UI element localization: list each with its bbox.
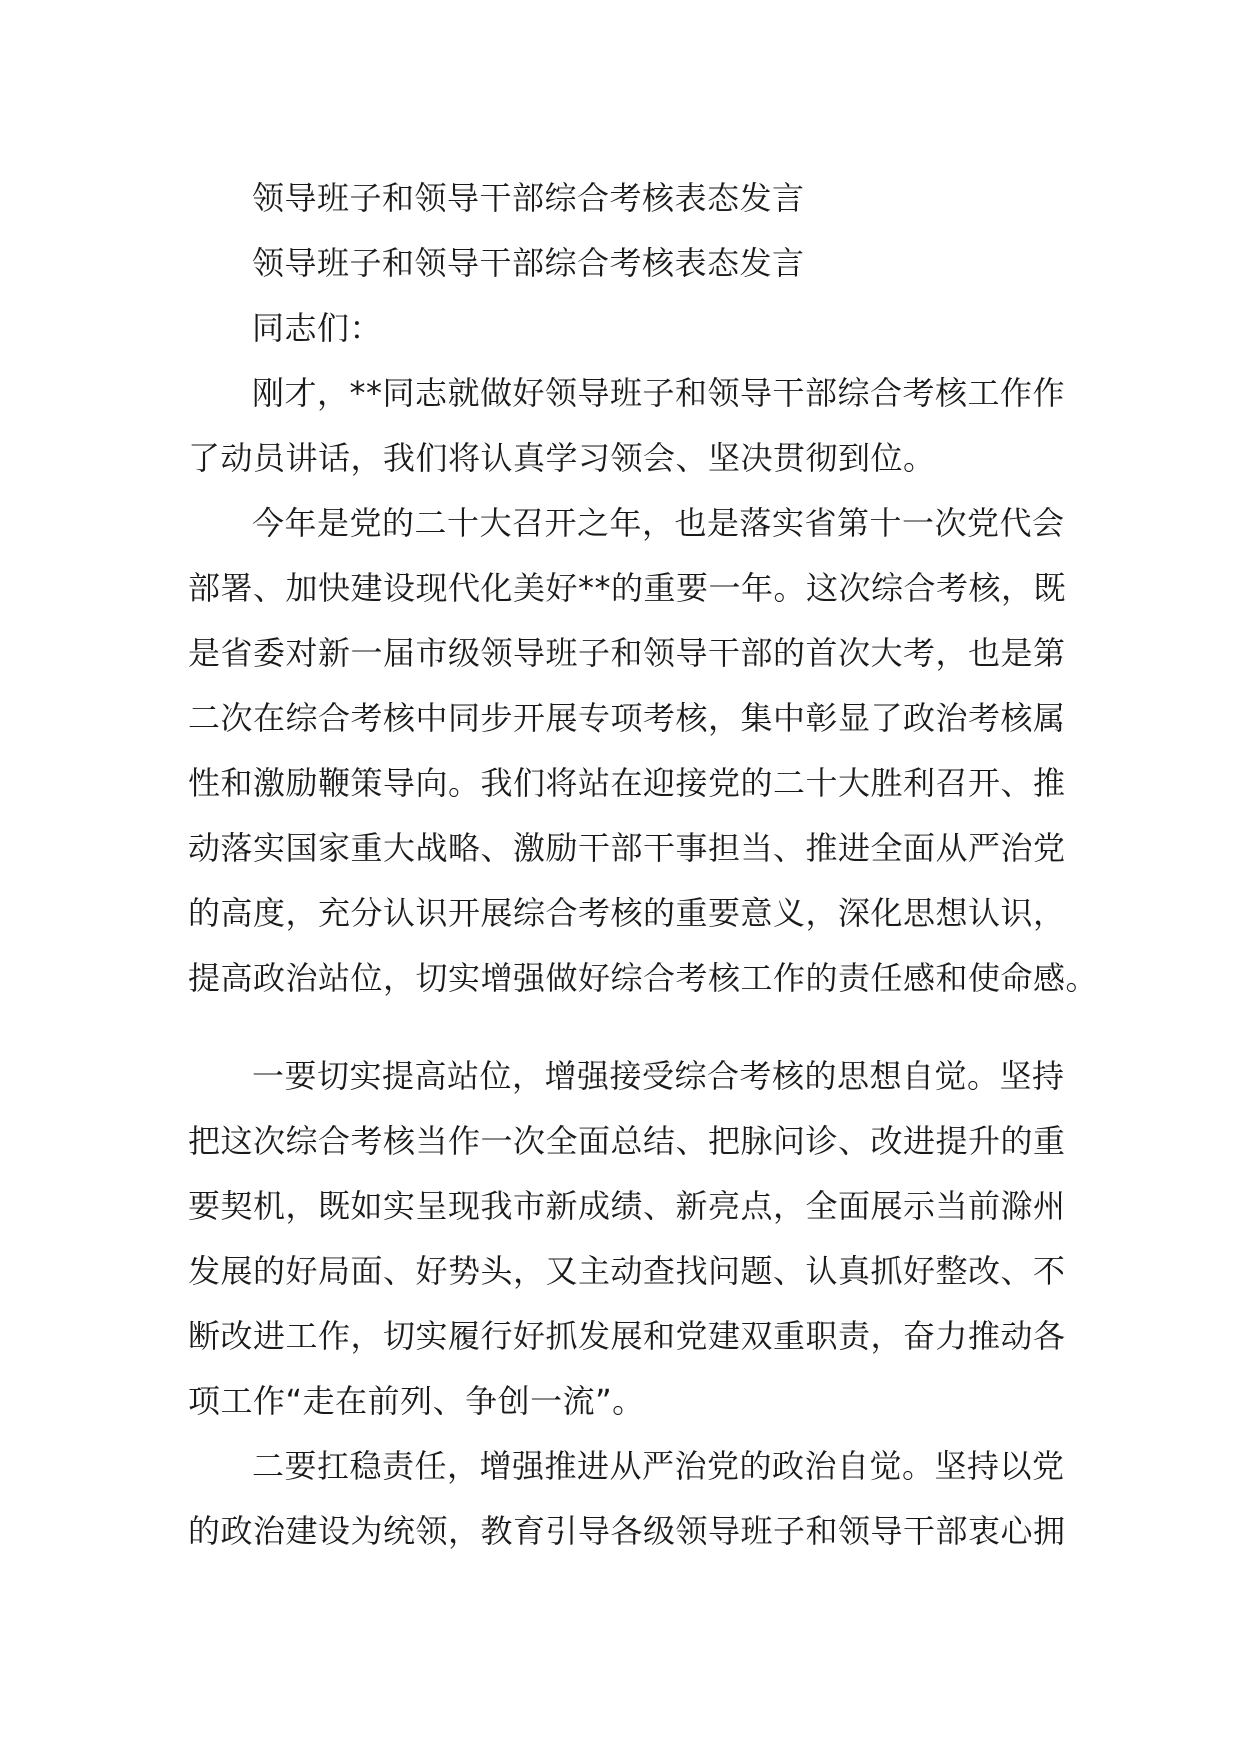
- salutation: 同志们：: [252, 309, 383, 347]
- document-body: [188, 166, 1099, 1564]
- paragraph-line: 了动员讲话，我们将认真学习领会、坚决贯彻到位。: [188, 439, 936, 477]
- paragraph-line: 部署、加快建设现代化美好**的重要一年。这次综合考核，既: [188, 569, 1067, 607]
- document-title: 领导班子和领导干部综合考核表态发言: [252, 179, 805, 217]
- paragraph-line: 是省委对新一届市级领导班子和领导干部的首次大考，也是第: [188, 634, 1066, 672]
- paragraph-line: 的政治建设为统领，教育引导各级领导班子和领导干部衷心拥: [188, 1512, 1066, 1550]
- paragraph-line: 动落实国家重大战略、激励干部干事担当、推进全面从严治党: [188, 829, 1066, 867]
- paragraph-line: 提高政治站位，切实增强做好综合考核工作的责任感和使命感。: [188, 959, 1099, 997]
- paragraph-opening: [188, 361, 1066, 491]
- paragraph-line: 二次在综合考核中同步开展专项考核，集中彰显了政治考核属: [188, 699, 1066, 737]
- paragraph-line: 性和激励鞭策导向。我们将站在迎接党的二十大胜利召开、推: [188, 764, 1066, 802]
- paragraph-line: 发展的好局面、好势头，又主动查找问题、认真抓好整改、不: [188, 1252, 1066, 1290]
- paragraph-line: 项工作“走在前列、争创一流”。: [188, 1382, 645, 1420]
- document-title-repeat: 领导班子和领导干部综合考核表态发言: [252, 244, 805, 282]
- paragraph-line: 要契机，既如实呈现我市新成绩、新亮点，全面展示当前滁州: [188, 1187, 1066, 1225]
- paragraph-line: 断改进工作，切实履行好抓发展和党建双重职责，奋力推动各: [188, 1317, 1066, 1355]
- paragraph-point-two: [188, 1434, 1066, 1564]
- paragraph-point-one: [188, 1044, 1066, 1434]
- paragraph-context: [188, 491, 1099, 1011]
- paragraph-line: 的高度，充分认识开展综合考核的重要意义，深化思想认识，: [188, 894, 1066, 932]
- paragraph-line: 二要扛稳责任，增强推进从严治党的政治自觉。坚持以党: [252, 1447, 1065, 1485]
- paragraph-line: 刚才，**同志就做好领导班子和领导干部综合考核工作作: [252, 374, 1066, 412]
- paragraph-gap: [188, 1011, 1058, 1044]
- paragraph-line: 把这次综合考核当作一次全面总结、把脉问诊、改进提升的重: [188, 1122, 1066, 1160]
- paragraph-line: 今年是党的二十大召开之年，也是落实省第十一次党代会: [252, 504, 1065, 542]
- paragraph-line: 一要切实提高站位，增强接受综合考核的思想自觉。坚持: [252, 1057, 1065, 1095]
